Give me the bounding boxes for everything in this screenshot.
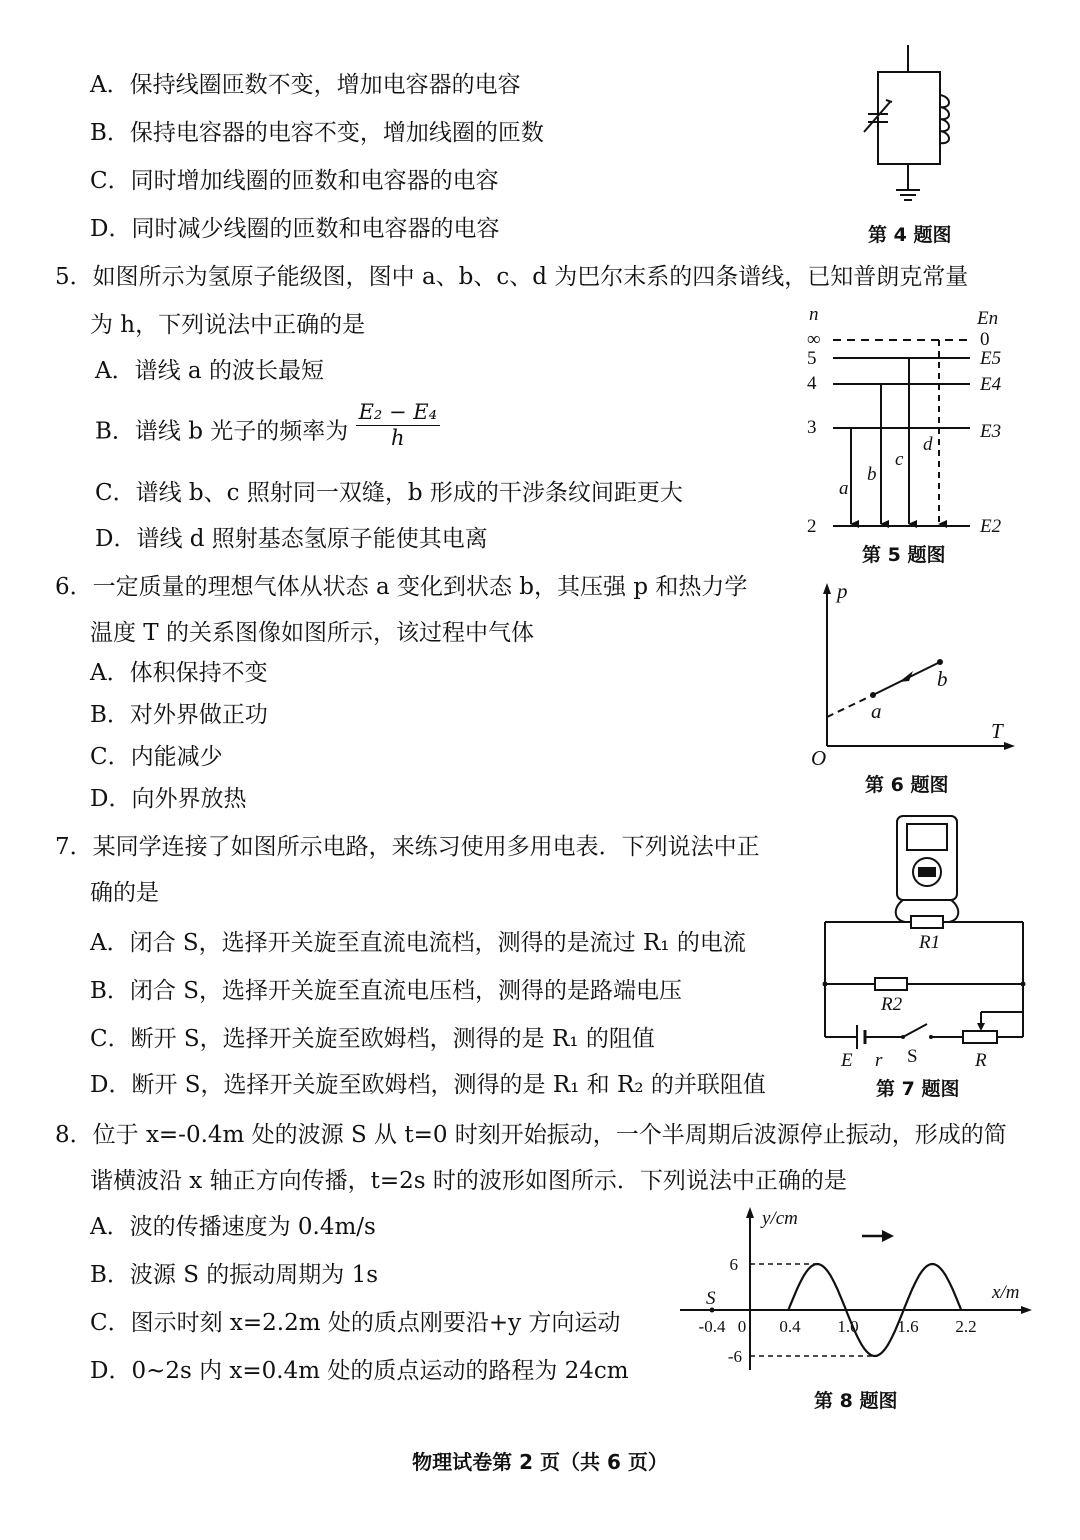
q5-option-b-fraction [356, 400, 440, 451]
fig5-caption: 第 5 题图 [862, 544, 946, 566]
q8-option-a: A．波的传播速度为 0.4m/s [90, 1214, 376, 1240]
rheostat-r [963, 1031, 997, 1043]
q6-option-a: A．体积保持不变 [90, 660, 268, 686]
r2-resistor [875, 978, 907, 990]
q4-option-d: D．同时减少线圈的匝数和电容器的电容 [90, 216, 500, 242]
q8-stem-2: 谐横波沿 x 轴正方向传播，t=2s 时的波形如图所示．下列说法中正确的是 [90, 1168, 847, 1194]
y-tick-6: 6 [729, 1255, 738, 1274]
label-c: c [895, 449, 904, 470]
e-header: En [977, 308, 999, 329]
extrapolation-line [827, 695, 873, 717]
q5-stem-1: 5．如图所示为氢原子能级图，图中 a、b、c、d 为巴尔末系的四条谱线，已知普朗克常量 [55, 264, 969, 290]
pt-graph-figure [805, 580, 1020, 770]
label-b: b [867, 464, 877, 485]
r1-label: R1 [919, 932, 941, 953]
q7-option-c: C．断开 S，选择开关旋至欧姆档，测得的是 R₁ 的阻值 [90, 1026, 655, 1052]
q6-stem-1: 6．一定质量的理想气体从状态 a 变化到状态 b，其压强 p 和热力学 [55, 574, 748, 600]
fraction-numerator: E₂ − E₄ [356, 400, 440, 426]
energy-level-figure [795, 300, 1015, 535]
page-footer: 物理试卷第 2 页（共 6 页） [412, 1450, 668, 1474]
waveform-chart [672, 1200, 1037, 1380]
q8-option-d: D．0~2s 内 x=0.4m 处的质点运动的路程为 24cm [90, 1358, 629, 1384]
b-label: b [937, 667, 948, 691]
q5-option-c: C．谱线 b、c 照射同一双缝，b 形成的干涉条纹间距更大 [95, 480, 683, 506]
r1-resistor [911, 916, 943, 928]
level-5-n: 5 [807, 348, 817, 369]
label-a: a [839, 478, 849, 499]
q6-option-d: D．向外界放热 [90, 786, 247, 812]
label-d: d [923, 434, 933, 455]
x-tick-1.0: 1.0 [837, 1317, 859, 1336]
q7-stem-1: 7．某同学连接了如图所示电路，来练习使用多用电表．下列说法中正 [55, 834, 760, 860]
level-inf-e: 0 [980, 329, 990, 350]
point-a [870, 692, 876, 698]
x-axis-label: x/m [992, 1282, 1020, 1303]
q7-stem-2: 确的是 [90, 880, 159, 906]
y-axis-label: y/cm [762, 1208, 798, 1229]
origin-label: O [811, 746, 827, 770]
level-inf-n: ∞ [807, 329, 821, 350]
q6-option-c: C．内能减少 [90, 744, 223, 770]
q4-option-b: B．保持电容器的电容不变，增加线圈的匝数 [90, 120, 544, 146]
x-tick-2.2: 2.2 [955, 1317, 977, 1336]
y-tick-neg6: -6 [727, 1347, 742, 1366]
level-3-n: 3 [807, 417, 817, 438]
switch-s [903, 1024, 927, 1037]
x-tick-1.6: 1.6 [897, 1317, 919, 1336]
q5-option-d: D．谱线 d 照射基态氢原子能使其电离 [95, 526, 488, 552]
r2-label: R2 [881, 994, 903, 1015]
propagation-arrow [882, 1230, 894, 1242]
x-tick-0.4: 0.4 [779, 1317, 801, 1336]
lc-circuit-figure [850, 40, 970, 220]
q6-stem-2: 温度 T 的关系图像如图所示，该过程中气体 [90, 620, 534, 646]
multimeter-display [907, 824, 947, 850]
fig8-caption: 第 8 题图 [814, 1390, 898, 1412]
n-header: n [809, 304, 819, 325]
q8-option-b: B．波源 S 的振动周期为 1s [90, 1262, 379, 1288]
x-tick-0: 0 [737, 1317, 747, 1336]
level-3-e: E3 [980, 421, 1002, 442]
q4-option-a: A．保持线圈匝数不变，增加电容器的电容 [90, 72, 521, 98]
level-2-e: E2 [980, 516, 1002, 535]
source-label: S [706, 1288, 716, 1309]
level-2-n: 2 [807, 516, 817, 535]
q8-stem-1: 8．位于 x=-0.4m 处的波源 S 从 t=0 时刻开始振动，一个半周期后波源停止振动，形成的简 [55, 1122, 1007, 1148]
fraction-denominator: h [391, 426, 405, 451]
q5-option-a: A．谱线 a 的波长最短 [95, 358, 324, 384]
s-label: S [907, 1046, 918, 1067]
q6-option-b: B．对外界做正功 [90, 702, 268, 728]
level-4-e: E4 [980, 374, 1002, 395]
p-label: p [837, 580, 848, 603]
multimeter-circuit-figure [815, 812, 1035, 1074]
q7-option-b: B．闭合 S，选择开关旋至直流电压档，测得的是路端电压 [90, 978, 682, 1004]
fig4-caption: 第 4 题图 [868, 224, 952, 246]
q5-option-b [95, 400, 440, 451]
q5-option-b-prefix: B．谱线 b 光子的频率为 [95, 418, 349, 445]
e-label: E [841, 1050, 853, 1071]
q7-option-d: D．断开 S，选择开关旋至欧姆档，测得的是 R₁ 和 R₂ 的并联阻值 [90, 1072, 766, 1098]
fig7-caption: 第 7 题图 [876, 1078, 960, 1100]
rheostat-label: R [975, 1050, 987, 1071]
fig6-caption: 第 6 题图 [865, 774, 949, 796]
level-4-n: 4 [807, 373, 817, 394]
point-b [937, 659, 943, 665]
t-label: T [991, 719, 1003, 743]
x-tick-neg0.4: -0.4 [698, 1317, 726, 1336]
q5-stem-2: 为 h，下列说法中正确的是 [90, 312, 366, 338]
q7-option-a: A．闭合 S，选择开关旋至直流电流档，测得的是流过 R₁ 的电流 [90, 930, 746, 956]
a-label: a [871, 699, 882, 723]
q4-option-c: C．同时增加线圈的匝数和电容器的电容 [90, 168, 499, 194]
r-internal-label: r [875, 1050, 883, 1071]
q8-option-c: C．图示时刻 x=2.2m 处的质点刚要沿+y 方向运动 [90, 1310, 621, 1336]
level-5-e: E5 [980, 348, 1002, 369]
